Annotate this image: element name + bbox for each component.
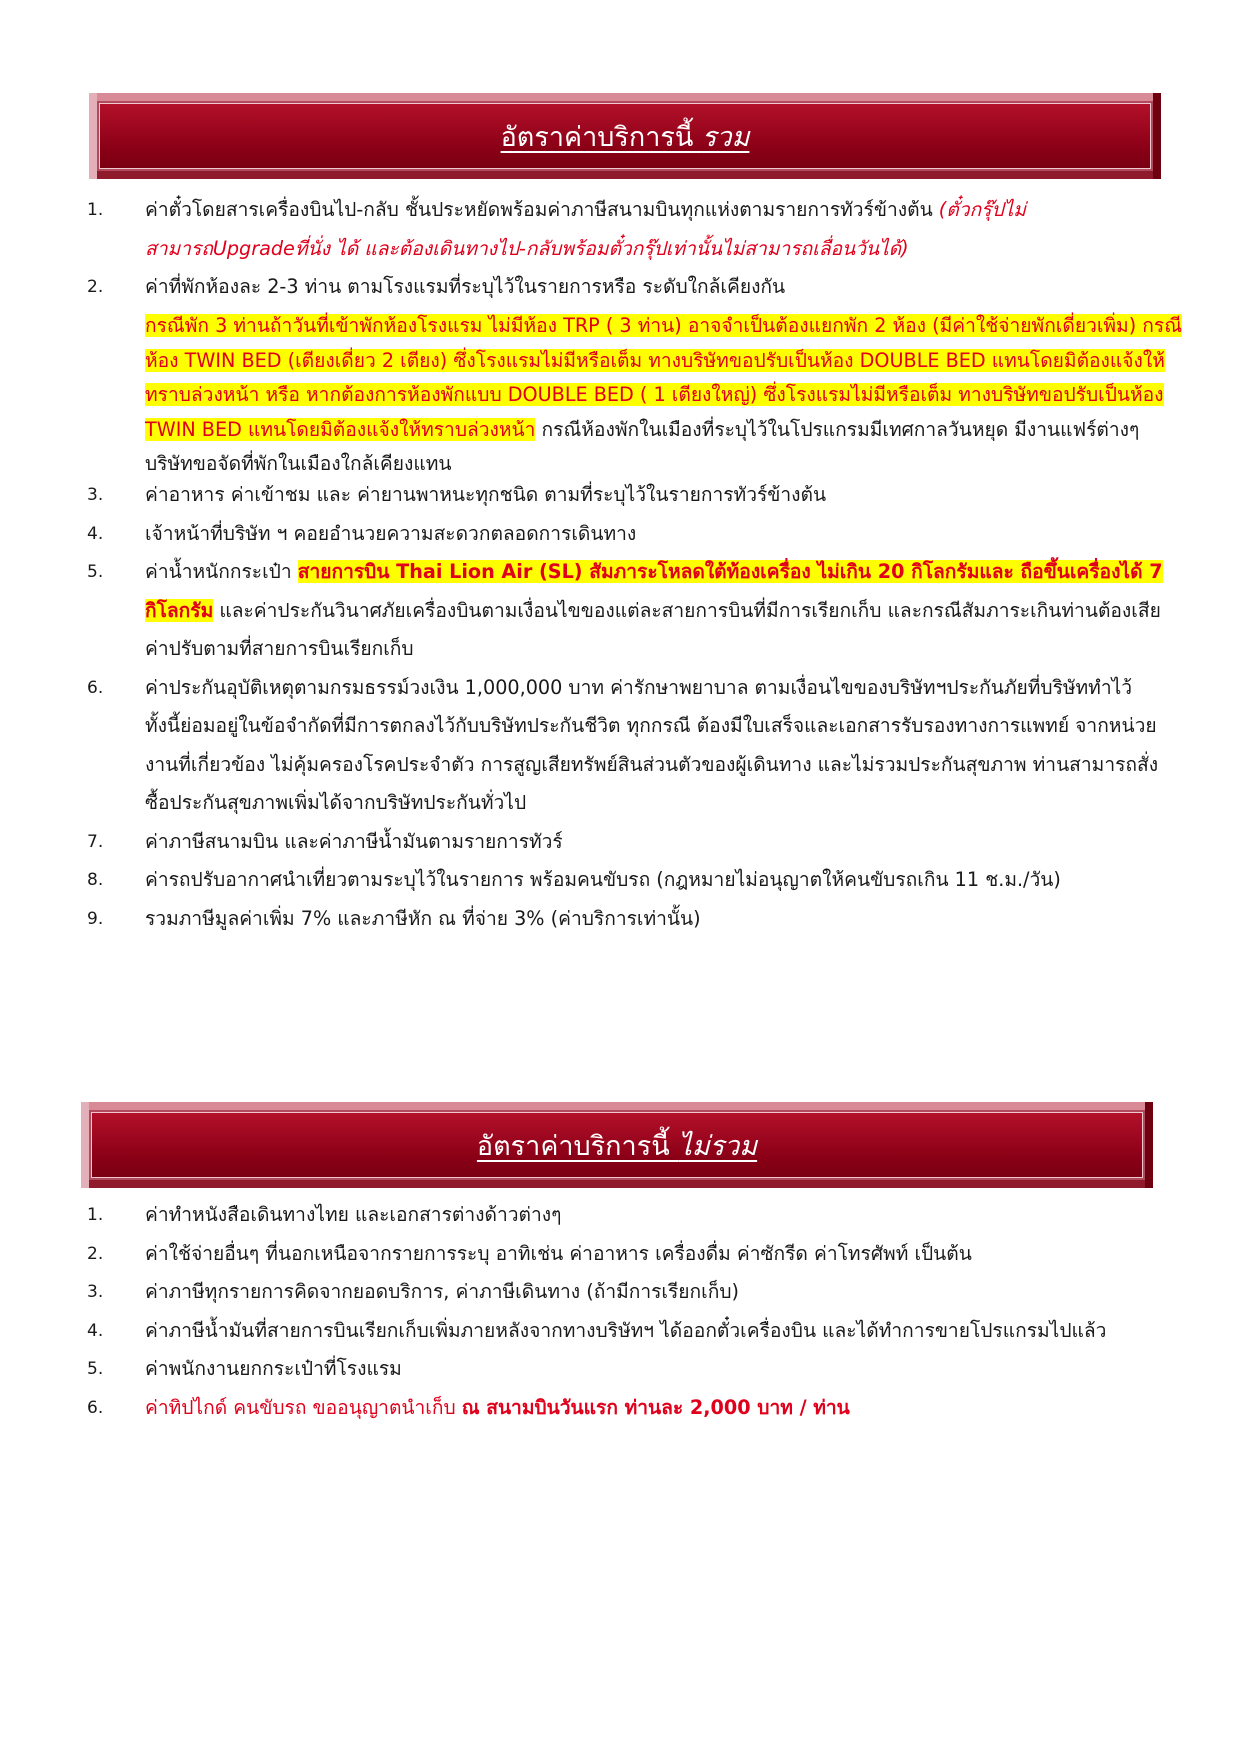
baggage-highlight: สายการบิน Thai Lion Air (SL) สัมภาระโหลดใต้ท้องเครื่อง ไม่เกิน 20 กิโลกรัมและ ถือขึ้นเครื่องได้ 7 กิโลกรัม	[145, 560, 1163, 622]
list-item	[87, 861, 1167, 900]
list-item	[87, 823, 1167, 862]
list-item	[87, 669, 1167, 823]
included-title	[89, 115, 1161, 158]
tip-amount: ณ สนามบินวันแรก ท่านละ 2,000 บาท / ท่าน	[461, 1395, 850, 1419]
item-text: ค่ารถปรับอากาศนำเที่ยวตามระบุไว้ในรายการ พร้อมคนขับรถ (กฎหมายไม่อนุญาตให้คนขับรถเกิน 11 ช.ม./วัน)	[145, 868, 1061, 891]
included-list-continued	[87, 476, 1167, 938]
list-item	[87, 1350, 1167, 1389]
list-item	[87, 1196, 1167, 1235]
item-text: เจ้าหน้าที่บริษัท ฯ คอยอำนวยความสะดวกตลอดการเดินทาง	[145, 521, 637, 545]
item-text-after: และค่าประกันวินาศภัยเครื่องบินตามเงื่อนไขของแต่ละสายการบินที่มีการเรียกเก็บ และกรณีสัมภาระเกินท่านต้องเสียค่าปรับตามที่สายการบินเรียกเก็บ	[145, 598, 1161, 660]
title-text: อัตราค่าบริการนี้	[476, 1131, 679, 1162]
excluded-banner	[81, 1102, 1153, 1188]
item-number: 6.	[87, 1397, 104, 1418]
item-text: ค่าใช้จ่ายอื่นๆ ที่นอกเหนือจากรายการระบุ อาทิเช่น ค่าอาหาร เครื่องดื่ม ค่าซักรีด ค่าโทรศัพท์ เป็นต้น	[145, 1241, 972, 1265]
item-text: รวมภาษีมูลค่าเพิ่ม 7% และภาษีหัก ณ ที่จ่าย 3% (ค่าบริการเท่านั้น)	[145, 906, 701, 930]
list-item	[87, 1389, 1167, 1428]
title-text: อัตราค่าบริการนี้	[500, 122, 702, 153]
title-emphasis: รวม	[701, 122, 750, 153]
room-policy-highlight: กรณีพัก 3 ท่านถ้าวันที่เข้าพักห้องโรงแรม ไม่มีห้อง TRP ( 3 ท่าน) อาจจำเป็นต้องแยกพัก 2 ห้อง (มีค่าใช้จ่ายพักเดี่ยวเพิ่ม) กรณีห้อง TWIN BED (เตียงเดี่ยว 2 เตียง) ซึ่งโรงแรมไม่มีหรือเต็ม ทางบริษัทขอปรับเป็นห้อง DOUBLE BED แทนโดยมิต้องแจ้งให้ทราบล่วงหน้า หรือ หากต้องการห้องพักแบบ DOUBLE BED ( 1 เตียงใหญ่) ซึ่งโรงแรมไม่มีหรือเต็ม ทางบริษัทขอปรับเป็นห้อง TWIN BED แทนโดยมิต้องแจ้งให้ทราบล่วงหน้า	[145, 314, 1183, 441]
item-number: 8.	[87, 870, 104, 890]
item-number: 2.	[87, 277, 104, 297]
banner-bevel	[89, 171, 1161, 179]
list-item	[87, 553, 1167, 669]
item-number: 4.	[87, 523, 104, 544]
room-policy-paragraph	[117, 309, 1193, 482]
banner-bevel	[89, 93, 1161, 101]
list-item	[87, 515, 1167, 554]
item-number: 1.	[87, 200, 104, 220]
item-text: ค่าภาษีน้ำมันที่สายการบินเรียกเก็บเพิ่มภายหลังจากทางบริษัทฯ ได้ออกตั๋วเครื่องบิน และได้ทำการขายโปรแกรมไปแล้ว	[145, 1318, 1107, 1342]
list-item	[87, 1312, 1167, 1351]
item-number: 5.	[87, 562, 104, 582]
item-text: ค่าที่พักห้องละ 2-3 ท่าน ตามโรงแรมที่ระบุไว้ในรายการหรือ ระดับใกล้เคียงกัน	[145, 275, 786, 298]
list-item	[87, 1273, 1167, 1312]
item-text: ค่าภาษีสนามบิน และค่าภาษีน้ำมันตามรายการทัวร์	[145, 829, 563, 853]
included-list	[87, 191, 1167, 307]
item-number: 5.	[87, 1359, 104, 1379]
list-item	[87, 476, 1167, 515]
item-number: 6.	[87, 677, 104, 698]
item-text: ค่าอาหาร ค่าเข้าชม และ ค่ายานพาหนะทุกชนิด ตามที่ระบุไว้ในรายการทัวร์ข้างต้น	[145, 483, 827, 506]
item-number: 3.	[87, 485, 104, 505]
item-text: ค่าทำหนังสือเดินทางไทย และเอกสารต่างด้าวต่างๆ	[145, 1203, 562, 1226]
banner-bevel	[81, 1102, 1153, 1110]
item-number: 1.	[87, 1205, 104, 1225]
room-policy-note: กรณีห้องพักในเมืองที่ระบุไว้ในโปรแกรมมีเทศกาลวันหยุด มีงานแฟร์ต่างๆ บริษัทขอจัดที่พักในเมืองใกล้เคียงแทน	[145, 417, 1140, 475]
item-text: ค่าทิปไกด์ คนขับรถ ขออนุญาตนำเก็บ	[145, 1395, 462, 1419]
list-item	[87, 1235, 1167, 1274]
included-banner	[89, 93, 1161, 179]
item-text: ค่าภาษีทุกรายการคิดจากยอดบริการ, ค่าภาษีเดินทาง (ถ้ามีการเรียกเก็บ)	[145, 1280, 739, 1303]
item-note: (ตั๋วกรุ๊ปไม่สามารถUpgradeที่นั่ง ได้ และต้องเดินทางไป-กลับพร้อมตั๋วกรุ๊ปเท่านั้นไม่สามารถเลื่อนวันได้)	[145, 198, 1026, 260]
item-number: 9.	[87, 908, 104, 929]
item-number: 2.	[87, 1243, 104, 1264]
list-item	[87, 268, 1167, 307]
item-text: ค่าพนักงานยกกระเป๋าที่โรงแรม	[145, 1357, 402, 1380]
item-text: ค่าน้ำหนักกระเป๋า	[145, 560, 298, 583]
item-number: 4.	[87, 1320, 104, 1341]
list-item	[87, 191, 1167, 268]
title-emphasis: ไม่รวม	[678, 1131, 758, 1162]
list-item	[87, 900, 1167, 939]
item-number: 7.	[87, 831, 104, 852]
item-number: 3.	[87, 1282, 104, 1302]
banner-bevel	[81, 1180, 1153, 1188]
excluded-list	[87, 1196, 1167, 1427]
excluded-title	[81, 1124, 1153, 1167]
item-text: ค่าประกันอุบัติเหตุตามกรมธรรม์วงเงิน 1,000,000 บาท ค่ารักษาพยาบาล ตามเงื่อนไขของบริษัทฯประกันภัยที่บริษัททำไว้ ทั้งนี้ย่อมอยู่ในข้อจำกัดที่มีการตกลงไว้กับบริษัทประกันชีวิต ทุกกรณี ต้องมีใบเสร็จและเอกสารรับรองทางการแพทย์ จากหน่วยงานที่เกี่ยวข้อง ไม่คุ้มครองโรคประจำตัว การสูญเสียทรัพย์สินส่วนตัวของผู้เดินทาง และไม่รวมประกันสุขภาพ ท่านสามารถสั่งซื้อประกันสุขภาพเพิ่มได้จากบริษัทประกันทั่วไป	[145, 675, 1159, 814]
item-text: ค่าตั๋วโดยสารเครื่องบินไป-กลับ ชั้นประหยัดพร้อมค่าภาษีสนามบินทุกแห่งตามรายการทัวร์ข้างต้น	[145, 198, 939, 221]
